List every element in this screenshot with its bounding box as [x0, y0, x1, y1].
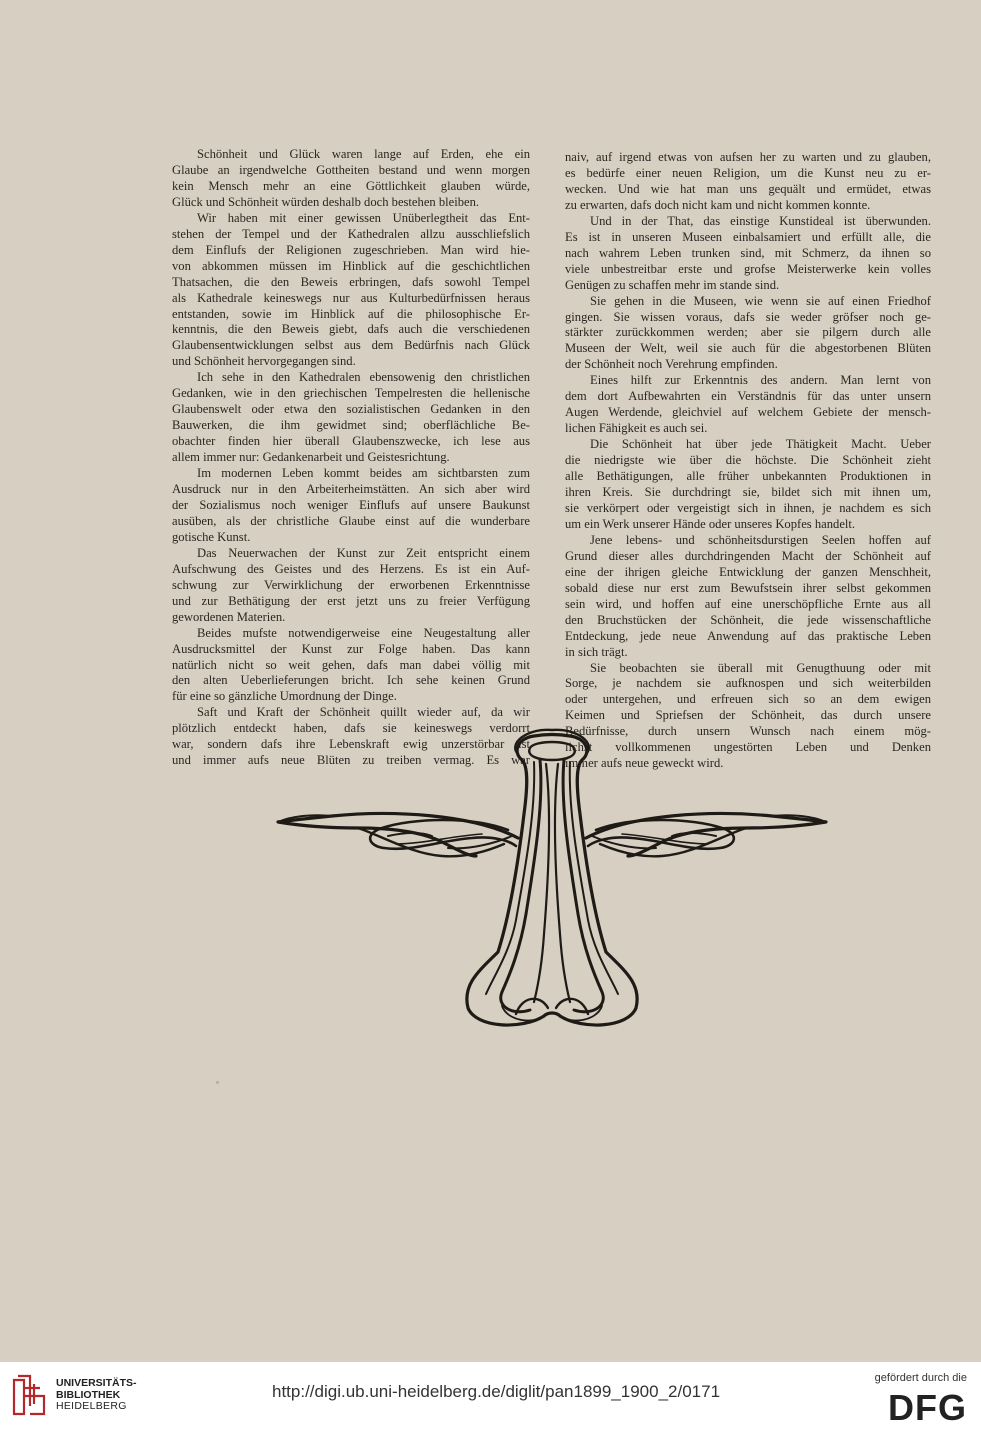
- text-line: dem dort Aufbewahrten ein Verständnis für das unter unsern: [565, 389, 931, 404]
- text-line: Glaube an irgendwelche Gottheiten bestand und wenn morgen: [172, 162, 530, 177]
- text-line: allem immer nur: Gedankenarbeit und Geistesrichtung.: [172, 450, 450, 465]
- text-line: Im modernen Leben kommt beides am sichtbarsten zum: [197, 466, 530, 481]
- text-line: als Kathedrale keineswegs nur aus Kulturbedürfnissen heraus: [172, 290, 530, 305]
- text-line: sie verkörpert oder vergeistigt sich in ihnen, je nachdem es sich: [565, 500, 931, 515]
- text-line: den alten Ueberlieferungen bricht. Ich sehe keinen Grund: [172, 673, 530, 688]
- text-line: Museen der Welt, weil sie auch für die abgestorbenen Blüten: [565, 341, 931, 356]
- text-line: Genügen zu schaffen mehr im stande sind.: [565, 277, 780, 292]
- text-line: Glaubensentwicklungen selbst aus dem Bedürfnis nach Glück: [172, 338, 530, 353]
- text-line: der Schönheit noch Verehrung empfinden.: [565, 357, 778, 372]
- library-name-line1: UNIVERSITÄTS-: [56, 1377, 137, 1389]
- text-line: wecken. Und wie hat man uns gequält und ermüdet, etwas: [565, 181, 931, 196]
- text-line: Keimen und Spriefsen der Schönheit, das durch unsere: [565, 708, 931, 723]
- text-line: eine der ihrigen gleiche Entwicklung der ganzen Menschheit,: [565, 564, 931, 579]
- text-line: sein wird, und hoffen auf eine unerschöpfliche Ernte aus all: [565, 596, 931, 611]
- text-line: um ein Werk unserer Hände oder unseres Kopfes handelt.: [565, 516, 856, 531]
- text-line: dem Einflufs der Religionen zugeschrieben. Man wird hie-: [172, 242, 530, 257]
- text-line: Wir haben mit einer gewissen Unüberlegtheit das Ent-: [197, 210, 530, 225]
- text-line: es bedürfe einer neuen Religion, um die Kunst neu zu er-: [565, 165, 931, 180]
- text-line: lichen Fähigkeit es auch sei.: [565, 421, 708, 436]
- text-line: und zur Bethätigung der erst jetzt uns zu freier Verfügung: [172, 593, 530, 608]
- text-line: lichst vollkommenen ungestörten Leben und Denken: [565, 740, 931, 755]
- text-column-left: [172, 147, 530, 769]
- digitization-footer: [0, 1362, 981, 1434]
- text-line: Saft und Kraft der Schönheit quillt wieder auf, da wir: [197, 705, 530, 720]
- funded-by-label: gefördert durch die: [874, 1372, 967, 1384]
- text-line: gingen. Sie wissen voraus, dafs sie weder gröfser noch ge-: [565, 309, 931, 324]
- text-line: von abkommen müssen im Hinblick auf die geschichtlichen: [172, 258, 530, 273]
- library-name-line3: HEIDELBERG: [56, 1400, 127, 1412]
- text-line: naiv, auf irgend etwas von aufsen her zu warten und zu glauben,: [565, 150, 931, 164]
- text-line: für eine so gänzliche Umordnung der Dinge.: [172, 689, 397, 704]
- text-line: Beides mufste notwendigerweise eine Neugestaltung aller: [197, 625, 530, 640]
- text-line: kein Mensch mehr an eine Göttlichkeit glauben würde,: [172, 178, 530, 193]
- text-line: Eines hilft zur Erkenntnis des andern. Man lernt von: [590, 373, 931, 388]
- text-line: alle Bethätigungen, alle früher unbekannten Produktionen in: [565, 469, 931, 484]
- text-line: Grund dieser alles durchdringenden Macht der Schönheit auf: [565, 548, 931, 563]
- text-line: Glaubenswelt oder etwa den sozialistischen Gedanken in den: [172, 402, 530, 417]
- text-line: Jene lebens- und schönheitsdurstigen Seelen hoffen auf: [590, 532, 931, 547]
- text-line: stärkter zurückkommen werden; aber sie pilgern durch alle: [565, 325, 931, 340]
- dfg-logo: DFG: [888, 1387, 967, 1428]
- text-line: schwung zur Verwirklichung der erworbenen Erkenntnisse: [172, 577, 530, 592]
- text-line: Sie gehen in die Museen, wie wenn sie auf einen Friedhof: [590, 293, 931, 308]
- text-line: plötzlich entdeckt haben, dafs sie keineswegs verdorrt: [172, 721, 530, 736]
- university-library-logo-icon: [10, 1374, 48, 1416]
- text-line: die niedrigste wie über die höchste. Die Schönheit zieht: [565, 453, 931, 468]
- permalink-url[interactable]: http://digi.ub.uni-heidelberg.de/diglit/pan1899_1900_2/0171: [272, 1382, 721, 1401]
- text-line: nach wahrem Leben trunken sind, mit Schmerz, da ihnen so: [565, 245, 931, 260]
- text-line: Thatsachen, die den Beweis erbringen, dafs sowohl Tempel: [172, 274, 530, 289]
- text-line: sobald diese nur erst zum Bewufstsein ihrer selbst gekommen: [565, 580, 931, 595]
- text-line: kenntnis, die den Beweis giebt, dafs auch die verschiedenen: [172, 322, 530, 337]
- text-line: den Bruchstücken der Schönheit, die jede wissenschaftliche: [565, 612, 931, 627]
- text-line: Bedürfnisse, durch unsern Wunsch nach einem mög-: [565, 724, 931, 739]
- art-nouveau-vase-ornament: [272, 724, 832, 1030]
- text-line: Augen Werdende, gleichviel auf welchem Gebiete der mensch-: [565, 405, 931, 420]
- library-name: [56, 1378, 137, 1413]
- text-line: Entdeckung, jede neue Anwendung auf das praktische Leben: [565, 628, 931, 643]
- text-line: Das Neuerwachen der Kunst zur Zeit entspricht einem: [197, 545, 530, 560]
- text-line: obachter finden hier überall Glaubenszwecke, ich lese aus: [172, 434, 530, 449]
- text-line: immer aufs neue geweckt wird.: [565, 756, 724, 771]
- text-line: Sorge, je nachdem sie aufknospen und sich weiterbilden: [565, 676, 931, 691]
- text-line: Sie beobachten sie überall mit Genugthuung oder mit: [590, 660, 931, 675]
- text-line: ihren Kreis. Sie durchdringt sie, bildet sich mit ihnen um,: [565, 485, 931, 500]
- library-name-line2: BIBLIOTHEK: [56, 1388, 121, 1401]
- text-line: der Sozialismus noch weniger Einflufs auf unsere Baukunst: [172, 497, 530, 512]
- text-line: Schönheit und Glück waren lange auf Erden, ehe ein: [197, 147, 530, 161]
- text-line: und immer aufs neue Blüten zu treiben vermag. Es war: [172, 753, 530, 768]
- text-line: zu erwarten, dafs doch nicht kam und nicht kommen konnte.: [565, 197, 871, 212]
- text-line: Bauwerken, die ihm gewidmet sind; oberflächliche Be-: [172, 418, 530, 433]
- text-line: ausüben, als der christliche Glaube einst auf die wunderbare: [172, 513, 530, 528]
- text-line: oder untergehen, und erfreuen sich so an dem ewigen: [565, 692, 931, 707]
- text-line: und Schönheit hervorgegangen sind.: [172, 354, 356, 369]
- text-line: Es ist in unseren Museen einbalsamiert und erfüllt alle, die: [565, 229, 931, 244]
- text-line: war, sondern dafs ihre Lebenskraft ewig unzerstörbar ist: [172, 737, 530, 752]
- text-line: Die Schönheit hat über jede Thätigkeit Macht. Ueber: [590, 437, 931, 452]
- text-line: natürlich nicht so weit gehen, dafs man dabei völlig mit: [172, 657, 530, 672]
- text-line: viele unbestreitbar erste und grofse Meisterwerke kein volles: [565, 261, 931, 276]
- paper-speck: [216, 1081, 219, 1084]
- text-line: Ausdrucksmittel der Kunst zur Folge haben. Das kann: [172, 641, 530, 656]
- text-line: in sich trägt.: [565, 644, 628, 659]
- text-line: Und in der That, das einstige Kunstideal ist überwunden.: [590, 213, 931, 228]
- text-line: Aufschwung des Geistes und des Herzens. Es ist ein Auf-: [172, 561, 530, 576]
- text-line: stehen der Tempel und der Kathedralen allzu ausschliefslich: [172, 226, 530, 241]
- text-line: Ausdruck nur in den Arbeiterheimstätten. An sich aber wird: [172, 482, 530, 497]
- text-line: gewordenen Materien.: [172, 609, 286, 624]
- text-line: Ich sehe in den Kathedralen ebensowenig den christlichen: [197, 370, 530, 385]
- text-line: gotische Kunst.: [172, 529, 251, 544]
- text-line: Glück und Schönheit würden deshalb doch bestehen bleiben.: [172, 194, 480, 209]
- text-column-right: [565, 150, 931, 772]
- text-line: Gedanken, wie in den griechischen Tempelresten die hellenische: [172, 386, 530, 401]
- text-line: entstanden, sowie im Hinblick auf die philosophische Er-: [172, 306, 530, 321]
